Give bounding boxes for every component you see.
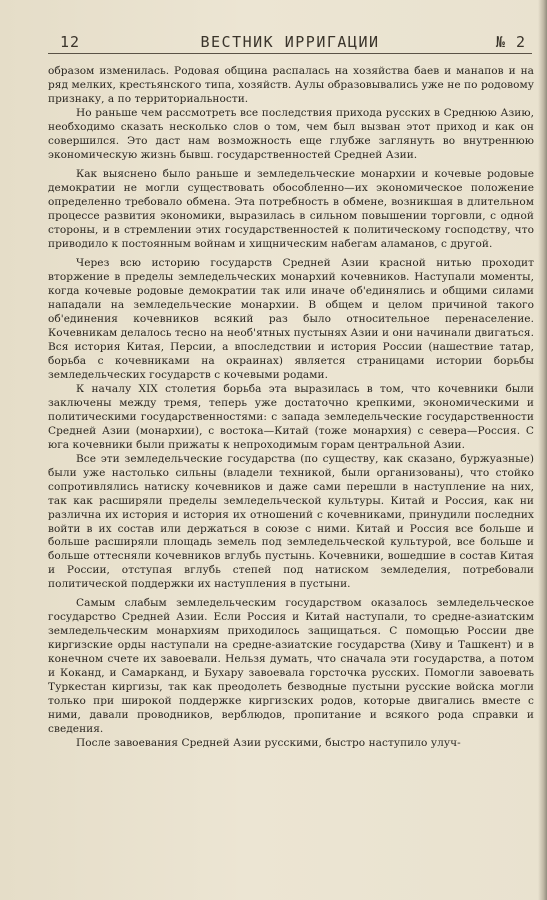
page-number: 12 — [60, 33, 81, 51]
paragraph: Но раньше чем рассмотреть все последствия прихода русских в Среднюю Азию, необходимо сказать несколько слов о том, чем был вызван этот приход и как он совершился. Это даст нам возможность еще глубже заглянуть во внутреннюю экономическую жизнь бывш. государственностей Средней Азии. — [48, 106, 534, 161]
journal-title: ВЕСТНИК ИРРИГАЦИИ — [200, 33, 380, 51]
paragraph: Все эти земледельческие государства (по существу, как сказано, буржуазные) были уже настолько сильны (владели техникой, были организованы), что стойко сопротивлялись натиску кочевников и даже сами перешли в наступление на них, так как расширяли пределы земледельческой культуры. Китай и Россия, как ни различна их история и история их отношений с кочевниками, принудили последних войти в их состав или держаться в союзе с ними. Китай и Россия все больше и больше расширяли площадь земель под земледельческой культурой, все больше и больше оттесняли кочевников вглубь пустынь. Кочевники, вошедшие в состав Китая и России, отступая вглубь степей под натиском земледелия, потребовали политической поддержки их наступления в пустыни. — [48, 452, 534, 591]
issue-number: № 2 — [495, 33, 526, 51]
paragraph: К началу XIX столетия борьба эта выразилась в том, что кочевники были заключены между тремя, теперь уже достаточно крепкими, экономическими и политическими государственностями: с запада земледельческие государственности Средней Азии (монархии), с востока—Китай (тоже монархия) с севера—Россия. С юга кочевники были прижаты к непроходимым горам центральной Азии. — [48, 382, 534, 451]
paragraph: После завоевания Средней Азии русскими, быстро наступило улуч- — [76, 737, 461, 750]
running-header — [48, 33, 532, 53]
paragraph-continuation: образом изменилась. Родовая община распалась на хозяйства баев и манапов и на ряд мелких, крестьянского типа, хозяйств. Аулы образовывались уже не по родовому признаку, а по территориальности. — [48, 65, 534, 105]
paragraph: Самым слабым земледельческим государством оказалось земледельческое государство Средней Азии. Если Россия и Китай наступали, то средне-азиатским земледельческим монархиям приходилось защищаться. С помощью России две киргизские орды наступали на средне-азиатские государства (Хиву и Ташкент) и в конечном счете их завоевали. Нельзя думать, что сначала эти государства, а потом и Коканд, и Самарканд, и Бухару завоевала горсточка русских. Помогли завоевать Туркестан киргизы, так как преодолеть безводные пустыни русские войска могли только при широкой поддержке киргизских родов, которые двигались вместе с ними, давали проводников, верблюдов, пропитание и всякого рода справки и сведения. — [48, 597, 534, 736]
paragraph: Через всю историю государств Средней Азии красной нитью проходит вторжение в пределы земледельческих монархий кочевников. Наступали моменты, когда кочевые родовые демократии так или иначе об'единялись и общими силами нападали на земледельческие монархии. В общем и целом причиной такого об'единения кочевников всякий раз было относительное перенаселение. Кочевникам делалось тесно на необ'ятных пустынях Азии и они начинали двигаться. Вся история Китая, Персии, а впоследствии и история России (нашествие татар, борьба с кочевниками на окраинах) является страницами истории борьбы земледельческих государств с кочевыми родами. — [48, 256, 534, 381]
article-body — [48, 65, 534, 751]
paragraph: Как выяснено было раньше и земледельческие монархии и кочевые родовые демократии не могли существовать обособленно—их экономическое положение определенно требовало обмена. Эта потребность в обмене, возникшая в длительном процессе развития экономики, выразилась в сильном повышении торговли, с одной стороны, и в стремлении этих государственностей к политическому господству, что приводило к постоянным войнам и хищническим набегам аламанов, с другой. — [48, 167, 534, 250]
header-rule — [48, 53, 532, 54]
page-edge-shadow — [538, 0, 547, 900]
